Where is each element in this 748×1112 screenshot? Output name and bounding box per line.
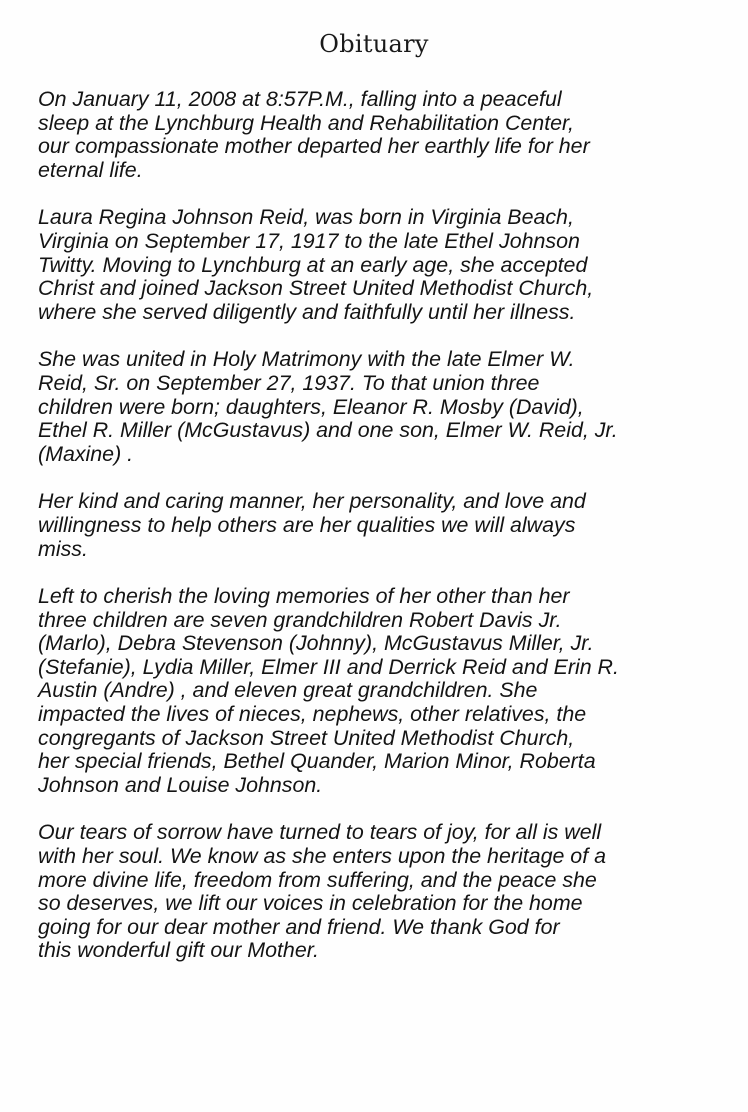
paragraph-closing (38, 821, 728, 963)
paragraph-marriage (38, 348, 728, 466)
page-title: Obituary (319, 30, 429, 58)
text-line: three children are seven grandchildren Robert Davis Jr. (38, 607, 562, 632)
text-line: our compassionate mother departed her earthly life for her (38, 134, 590, 159)
paragraph-survivors (38, 585, 728, 797)
text-line: Johnson and Louise Johnson. (38, 772, 323, 797)
text-line: Austin (Andre) , and eleven great grandchildren. She (38, 678, 538, 703)
text-line: Laura Regina Johnson Reid, was born in Virginia Beach, (38, 205, 574, 230)
paragraph-birth (38, 206, 728, 324)
text-line: children were born; daughters, Eleanor R. Mosby (David), (38, 394, 584, 419)
text-line: eternal life. (38, 157, 143, 182)
text-line: congregants of Jackson Street United Methodist Church, (38, 725, 575, 750)
text-line: Ethel R. Miller (McGustavus) and one son, Elmer W. Reid, Jr. (38, 418, 618, 443)
text-line: Reid, Sr. on September 27, 1937. To that union three (38, 370, 540, 395)
text-line: (Marlo), Debra Stevenson (Johnny), McGustavus Miller, Jr. (38, 631, 594, 656)
text-line: willingness to help others are her qualities we will always (38, 512, 576, 537)
text-line: where she served diligently and faithfully until her illness. (38, 299, 576, 324)
text-line: Left to cherish the loving memories of her other than her (38, 584, 570, 609)
paragraph-passing (38, 88, 728, 182)
text-line: Her kind and caring manner, her personality, and love and (38, 489, 586, 514)
obituary-body (38, 88, 728, 987)
text-line: her special friends, Bethel Quander, Marion Minor, Roberta (38, 749, 596, 774)
text-line: (Maxine) . (38, 441, 134, 466)
text-line: this wonderful gift our Mother. (38, 938, 319, 963)
text-line: (Stefanie), Lydia Miller, Elmer III and Derrick Reid and Erin R. (38, 654, 619, 679)
text-line: sleep at the Lynchburg Health and Rehabilitation Center, (38, 110, 574, 135)
text-line: going for our dear mother and friend. We thank God for (38, 914, 560, 939)
text-line: Virginia on September 17, 1917 to the late Ethel Johnson (38, 228, 580, 253)
text-line: She was united in Holy Matrimony with the late Elmer W. (38, 347, 575, 372)
text-line: so deserves, we lift our voices in celebration for the home (38, 891, 583, 916)
text-line: miss. (38, 536, 88, 561)
text-line: On January 11, 2008 at 8:57P.M., falling into a peaceful (38, 87, 562, 111)
text-line: impacted the lives of nieces, nephews, other relatives, the (38, 702, 587, 727)
paragraph-qualities (38, 490, 728, 561)
text-line: more divine life, freedom from suffering, and the peace she (38, 867, 597, 892)
text-line: Our tears of sorrow have turned to tears of joy, for all is well (38, 820, 602, 845)
text-line: Twitty. Moving to Lynchburg at an early age, she accepted (38, 252, 588, 277)
text-line: with her soul. We know as she enters upon the heritage of a (38, 844, 606, 869)
text-line: Christ and joined Jackson Street United Methodist Church, (38, 276, 594, 301)
